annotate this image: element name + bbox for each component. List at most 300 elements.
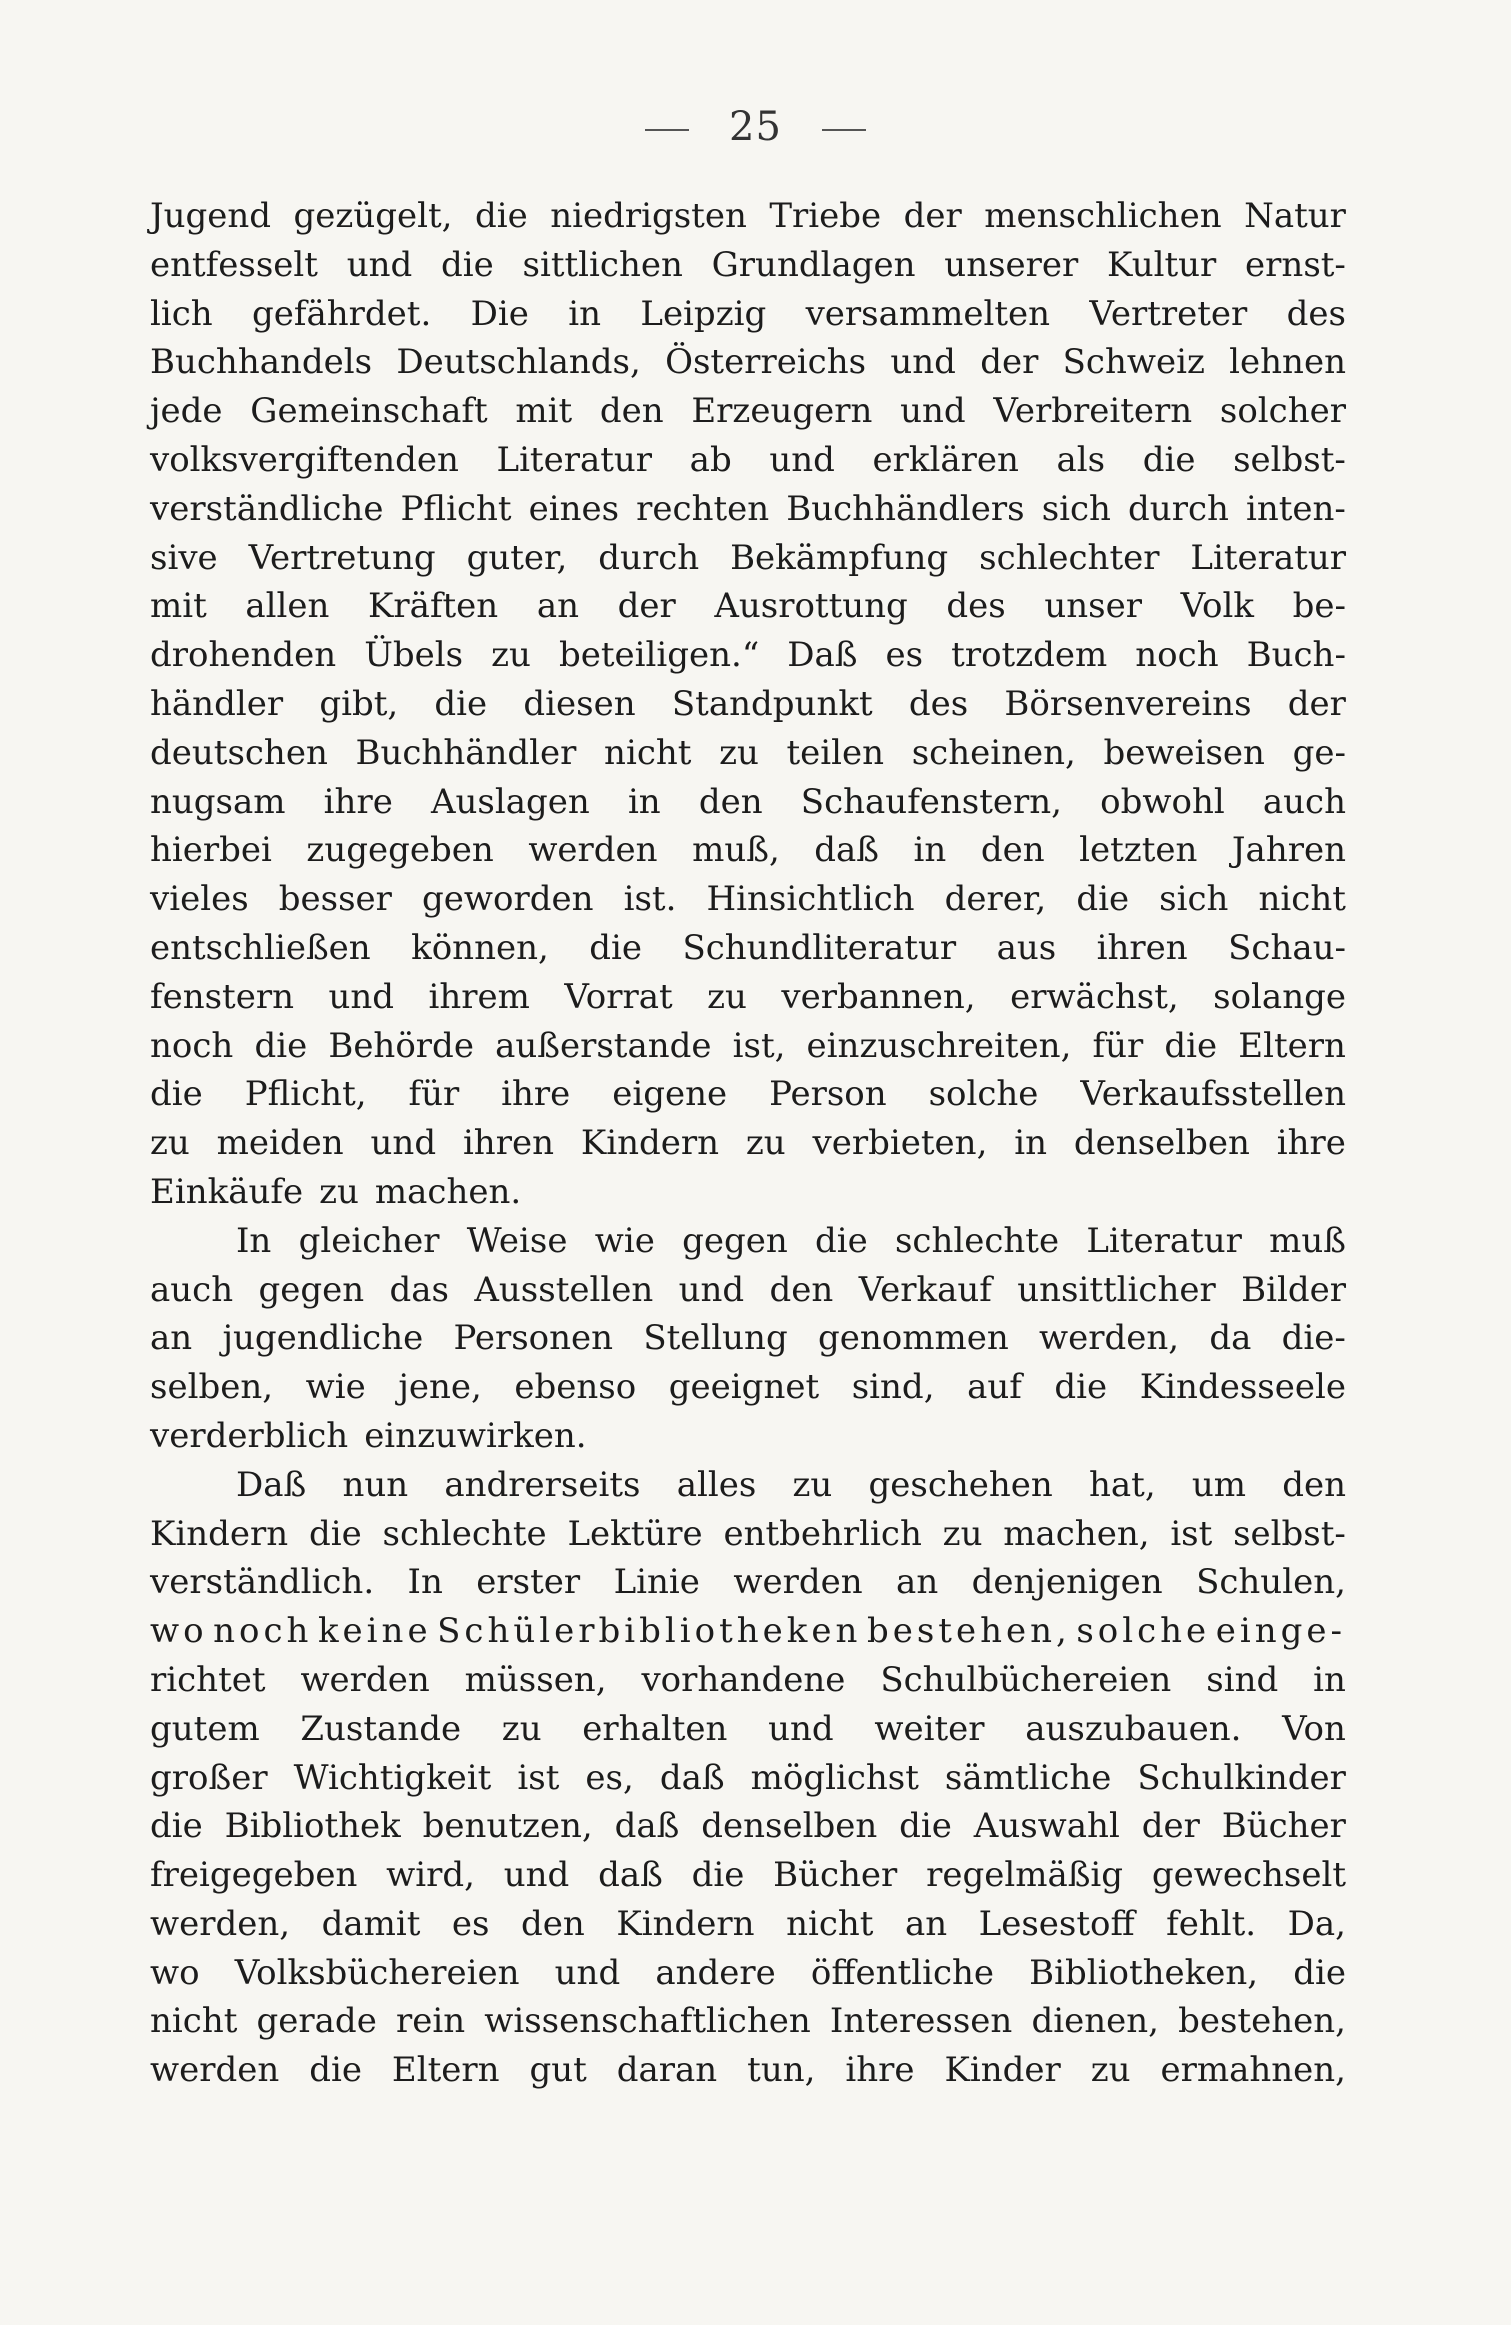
- word: unsittlicher: [1017, 1269, 1216, 1310]
- word: den: [521, 1903, 585, 1944]
- word: nicht: [786, 1903, 874, 1944]
- word: ist,: [732, 1025, 786, 1066]
- word: freigegeben: [150, 1855, 358, 1896]
- text-line: [150, 1266, 1346, 1315]
- word: zu: [319, 1171, 359, 1212]
- word: Kindern: [616, 1903, 755, 1944]
- word: zu: [745, 1123, 786, 1164]
- word: Eltern: [391, 2050, 500, 2091]
- text-line: [150, 680, 1346, 729]
- word: ihren: [462, 1123, 554, 1164]
- word: noch: [150, 1025, 234, 1066]
- word: gewechselt: [1151, 1855, 1346, 1896]
- word: machen.: [374, 1171, 522, 1212]
- word: Hinsichtlich: [706, 879, 915, 920]
- word: Übels: [364, 635, 464, 676]
- word: händler: [150, 683, 284, 724]
- word: muß: [1269, 1220, 1346, 1261]
- word: werden: [300, 1659, 430, 1700]
- word: Ausrottung: [714, 586, 908, 627]
- word: mit: [515, 391, 573, 432]
- word: sittlichen: [522, 244, 683, 285]
- word: Schaufenstern,: [800, 781, 1062, 822]
- word: Deutschlands,: [396, 342, 641, 383]
- word: auch: [150, 1269, 234, 1310]
- word: die: [1142, 439, 1196, 480]
- word: verderblich: [150, 1415, 349, 1456]
- word: lehnen: [1229, 342, 1346, 383]
- word: eines: [528, 488, 620, 529]
- word: gezügelt,: [293, 196, 453, 236]
- word: wo: [150, 1952, 200, 1993]
- word: daß: [598, 1855, 663, 1896]
- word: in: [627, 781, 661, 822]
- word: gerade: [256, 2001, 377, 2042]
- word: ihre: [1276, 1123, 1346, 1164]
- word: zu: [707, 976, 747, 1017]
- word: denselben: [1073, 1123, 1250, 1164]
- word: in: [1014, 1123, 1048, 1164]
- word: einzuschreiten,: [806, 1025, 1072, 1066]
- word: Ausstellen: [474, 1269, 654, 1310]
- word: beteiligen.“: [558, 635, 760, 676]
- word: zu: [1090, 2050, 1131, 2091]
- word: geworden: [422, 879, 594, 920]
- header-dash-left: [645, 129, 689, 131]
- word: verständliche: [150, 488, 384, 529]
- word: rechten: [636, 488, 770, 529]
- text-line: [150, 1558, 1346, 1607]
- word: schlechter: [979, 537, 1160, 578]
- word: entfesselt: [150, 244, 318, 285]
- word: Wichtigkeit: [293, 1757, 492, 1798]
- word: Lesestoff: [978, 1903, 1135, 1944]
- word: versammelten: [805, 293, 1051, 334]
- word: zu: [491, 635, 531, 676]
- word: zu: [150, 1123, 190, 1164]
- word: tun,: [747, 2050, 816, 2091]
- word: für: [1092, 1025, 1144, 1066]
- word: Auswahl: [973, 1806, 1120, 1847]
- text-line: [150, 1314, 1346, 1363]
- word: Schulbüchereien: [880, 1659, 1172, 1700]
- page-header: [0, 104, 1511, 150]
- word: als: [1056, 439, 1106, 480]
- word: den: [1282, 1464, 1346, 1505]
- word: ernst-: [1245, 244, 1346, 285]
- word: Standpunkt: [671, 683, 873, 724]
- word: ebenso: [514, 1367, 637, 1408]
- word: vieles: [150, 879, 249, 920]
- word: großer: [150, 1757, 268, 1798]
- word: einzuwirken.: [364, 1415, 587, 1456]
- word: den: [980, 830, 1045, 871]
- word: es: [451, 1903, 490, 1944]
- text-line: [150, 1217, 1346, 1266]
- word: Stellung: [643, 1318, 788, 1359]
- word: nugsam: [150, 781, 286, 822]
- word: und: [769, 439, 835, 480]
- page-number: 25: [729, 104, 782, 150]
- word: vorhandene: [641, 1659, 846, 1700]
- word: ihre: [323, 781, 393, 822]
- word: der: [980, 342, 1039, 383]
- word: sich: [1041, 488, 1111, 529]
- text-line: [150, 338, 1346, 387]
- text-line: [150, 387, 1346, 436]
- text-line: [150, 1997, 1346, 2046]
- word: gibt,: [319, 683, 399, 724]
- word: da: [1209, 1318, 1252, 1359]
- word: die: [150, 1074, 203, 1115]
- word: zu: [942, 1513, 983, 1554]
- word: die: [814, 1220, 868, 1261]
- text-line: [150, 1607, 1346, 1656]
- word: obwohl: [1100, 781, 1225, 822]
- word: Person: [769, 1074, 887, 1115]
- word: die: [150, 1806, 203, 1847]
- word: in: [1313, 1659, 1346, 1700]
- word: ihrem: [428, 976, 530, 1017]
- word: In: [407, 1562, 443, 1603]
- word: um: [1191, 1464, 1246, 1505]
- word: die: [254, 1025, 308, 1066]
- word: die: [434, 683, 488, 724]
- text-line: [150, 1070, 1346, 1119]
- word: Weise: [466, 1220, 568, 1261]
- word: gegen: [258, 1269, 365, 1310]
- word: Literatur: [1086, 1220, 1242, 1261]
- word: dienen,: [1031, 2001, 1159, 2042]
- word: Daß: [787, 635, 858, 676]
- word: sämtliche: [944, 1757, 1112, 1798]
- word: wie: [594, 1220, 655, 1261]
- word: sich: [1159, 879, 1229, 920]
- word: teilen: [786, 732, 885, 773]
- word: den: [599, 391, 664, 432]
- word: Vertretung: [248, 537, 436, 578]
- word: Leipzig: [640, 293, 767, 334]
- word: solche: [1076, 1611, 1211, 1652]
- word: trotzdem: [951, 635, 1108, 676]
- word: gut: [529, 2050, 587, 2091]
- word: Kinder: [944, 2050, 1061, 2091]
- word: verbieten,: [812, 1123, 988, 1164]
- word: die: [1076, 879, 1130, 920]
- word: erwächst,: [1010, 976, 1179, 1017]
- word: weiter: [874, 1708, 985, 1749]
- word: Schülerbibliotheken: [437, 1611, 862, 1652]
- text-line: [150, 973, 1346, 1022]
- word: ist: [1170, 1513, 1213, 1554]
- text-line: [150, 1022, 1346, 1071]
- word: wissenschaftlichen: [484, 2001, 811, 2042]
- word: außerstande: [495, 1025, 712, 1066]
- word: an: [150, 1318, 193, 1359]
- word: Pflicht,: [244, 1074, 367, 1115]
- word: auf: [967, 1367, 1022, 1408]
- word: Bücher: [773, 1855, 898, 1896]
- word: solange: [1213, 976, 1346, 1017]
- word: ist: [517, 1757, 560, 1798]
- word: drohenden: [150, 635, 337, 676]
- word: damit: [321, 1903, 421, 1944]
- text-line: [150, 1119, 1346, 1168]
- text-line: [150, 1412, 1346, 1461]
- word: die: [309, 1513, 362, 1554]
- word: ge-: [1292, 732, 1346, 773]
- word: allen: [245, 586, 330, 627]
- word: öffentliche: [810, 1952, 995, 1993]
- text-line: [150, 1705, 1346, 1754]
- word: die: [474, 196, 528, 236]
- word: Kräften: [368, 586, 499, 627]
- word: ab: [689, 439, 732, 480]
- word: Zustande: [300, 1708, 462, 1749]
- word: be-: [1292, 586, 1346, 627]
- word: Triebe: [769, 196, 882, 236]
- word: und: [503, 1855, 570, 1896]
- word: solche: [928, 1074, 1039, 1115]
- word: fehlt.: [1166, 1903, 1257, 1944]
- word: letzten: [1079, 830, 1198, 871]
- text-line: [150, 631, 1346, 680]
- word: selbst-: [1233, 439, 1346, 480]
- word: nun: [342, 1464, 409, 1505]
- word: Kindern: [150, 1513, 289, 1554]
- word: für: [408, 1074, 460, 1115]
- word: möglichst: [750, 1757, 919, 1798]
- word: Vertreter: [1089, 293, 1248, 334]
- word: menschlichen: [984, 196, 1222, 236]
- word: und: [890, 342, 956, 383]
- word: hierbei: [150, 830, 272, 871]
- word: des: [946, 586, 1006, 627]
- word: die: [691, 1855, 745, 1896]
- text-line: [150, 534, 1346, 583]
- word: auch: [1262, 781, 1346, 822]
- word: gleicher: [298, 1220, 440, 1261]
- word: lich: [150, 293, 213, 334]
- text-line: [150, 1949, 1346, 1998]
- word: Volksbüchereien: [234, 1952, 520, 1993]
- word: die: [589, 927, 643, 968]
- word: niedrigsten: [550, 196, 747, 236]
- word: Börsenvereins: [1004, 683, 1252, 724]
- word: Kindern: [580, 1123, 720, 1164]
- word: beweisen: [1103, 732, 1265, 773]
- text-line: [150, 826, 1346, 875]
- word: ihre: [845, 2050, 915, 2091]
- text-line: [150, 1802, 1346, 1851]
- word: werden: [528, 830, 658, 871]
- word: daran: [616, 2050, 718, 2091]
- word: Schundliteratur: [682, 927, 957, 968]
- word: Vorrat: [564, 976, 673, 1017]
- word: an: [904, 1903, 948, 1944]
- word: Literatur: [1190, 537, 1346, 578]
- text-line: [150, 1510, 1346, 1559]
- word: gegen: [682, 1220, 788, 1261]
- word: wie: [305, 1367, 366, 1408]
- word: scheinen,: [911, 732, 1076, 773]
- word: zu: [501, 1708, 542, 1749]
- text-line: [150, 1656, 1346, 1705]
- word: auszubauen.: [1025, 1708, 1242, 1749]
- word: zugegeben: [306, 830, 494, 871]
- word: werden: [150, 2050, 280, 2091]
- word: denselben: [701, 1806, 878, 1847]
- word: ihren: [1096, 927, 1188, 968]
- word: noch: [1135, 635, 1219, 676]
- word: bestehen,: [1178, 2001, 1346, 2042]
- word: Bekämpfung: [730, 537, 949, 578]
- word: Verkauf: [858, 1269, 992, 1310]
- word: die: [899, 1806, 952, 1847]
- word: besser: [278, 879, 392, 920]
- word: Bibliothek: [224, 1806, 401, 1847]
- word: benutzen,: [422, 1806, 593, 1847]
- word: und: [370, 1123, 437, 1164]
- text-line: [150, 1363, 1346, 1412]
- word: deutschen: [150, 732, 328, 773]
- word: nicht: [150, 2001, 238, 2042]
- text-line: [150, 582, 1346, 631]
- text-line: [150, 1168, 1346, 1217]
- word: müssen,: [464, 1659, 607, 1700]
- word: Interessen: [829, 2001, 1013, 2042]
- word: sind: [1206, 1659, 1279, 1700]
- word: denjenigen: [971, 1562, 1163, 1603]
- word: Lektüre: [567, 1513, 703, 1554]
- word: andere: [655, 1952, 776, 1993]
- word: Von: [1282, 1708, 1346, 1749]
- text-line: [150, 2046, 1346, 2095]
- word: werden,: [1039, 1318, 1180, 1359]
- word: daß: [614, 1806, 680, 1847]
- word: erster: [476, 1562, 581, 1603]
- word: sind,: [851, 1367, 935, 1408]
- word: richtet: [150, 1659, 266, 1700]
- word: der: [1287, 683, 1346, 724]
- word: das: [389, 1269, 449, 1310]
- word: an: [896, 1562, 939, 1603]
- word: Linie: [613, 1562, 700, 1603]
- word: des: [908, 683, 969, 724]
- text-line: [150, 729, 1346, 778]
- word: Buch-: [1246, 635, 1346, 676]
- word: wo: [150, 1611, 208, 1652]
- word: Verbreitern: [993, 391, 1193, 432]
- word: die-: [1281, 1318, 1346, 1359]
- word: guter,: [466, 537, 568, 578]
- word: verbannen,: [781, 976, 976, 1017]
- word: schlechte: [382, 1513, 547, 1554]
- word: In: [236, 1220, 272, 1261]
- header-dash-right: [822, 129, 866, 131]
- text-line: [150, 485, 1346, 534]
- word: Buchhandels: [150, 342, 373, 383]
- text-line: [150, 924, 1346, 973]
- word: Grundlagen: [711, 244, 916, 285]
- word: in: [568, 293, 602, 334]
- word: des: [1286, 293, 1346, 334]
- word: rein: [395, 2001, 466, 2042]
- text-line: [150, 875, 1346, 924]
- word: nicht: [604, 732, 692, 773]
- word: sive: [150, 537, 218, 578]
- word: Schulen,: [1196, 1562, 1346, 1603]
- word: Jahren: [1231, 830, 1346, 871]
- text-line: [150, 1900, 1346, 1949]
- word: eigene: [612, 1074, 728, 1115]
- word: Natur: [1244, 196, 1346, 236]
- word: entschließen: [150, 927, 371, 968]
- text-line: [150, 1851, 1346, 1900]
- text-line: [150, 1754, 1346, 1803]
- word: die: [309, 2050, 362, 2091]
- word: wird,: [386, 1855, 475, 1896]
- word: volksvergiftenden: [150, 439, 459, 480]
- word: jede: [150, 391, 223, 432]
- word: jene,: [398, 1367, 482, 1408]
- word: regelmäßig: [926, 1855, 1124, 1896]
- word: gutem: [150, 1708, 260, 1749]
- word: meiden: [216, 1123, 344, 1164]
- word: selbst-: [1233, 1513, 1346, 1554]
- word: genommen: [817, 1318, 1009, 1359]
- word: in: [913, 830, 947, 871]
- word: machen,: [1003, 1513, 1150, 1554]
- word: Erzeugern: [691, 391, 873, 432]
- word: mit: [150, 586, 207, 627]
- word: keine: [317, 1611, 432, 1652]
- word: alles: [676, 1464, 757, 1505]
- word: Da,: [1287, 1903, 1346, 1944]
- word: Literatur: [496, 439, 653, 480]
- word: Bilder: [1241, 1269, 1346, 1310]
- text-line: [150, 241, 1346, 290]
- word: bestehen,: [866, 1611, 1071, 1652]
- word: schlechte: [894, 1220, 1060, 1261]
- word: einge-: [1215, 1611, 1346, 1652]
- word: werden: [733, 1562, 863, 1603]
- word: noch: [213, 1611, 313, 1652]
- word: Schulkinder: [1137, 1757, 1346, 1798]
- word: Daß: [236, 1464, 307, 1505]
- page-body-text: [150, 192, 1346, 2095]
- word: und: [554, 1952, 621, 1993]
- word: derer,: [944, 879, 1047, 920]
- word: Pflicht: [400, 488, 512, 529]
- word: Auslagen: [430, 781, 590, 822]
- word: Personen: [453, 1318, 614, 1359]
- word: Jugend: [150, 196, 272, 236]
- word: Eltern: [1238, 1025, 1346, 1066]
- word: Kultur: [1107, 244, 1217, 285]
- text-line: [150, 436, 1346, 485]
- word: solcher: [1219, 391, 1346, 432]
- word: selben,: [150, 1367, 274, 1408]
- word: Buchhändler: [355, 732, 577, 773]
- word: daß: [659, 1757, 725, 1798]
- word: hat,: [1089, 1464, 1156, 1505]
- word: muß,: [692, 830, 780, 871]
- word: die: [1164, 1025, 1218, 1066]
- word: Einkäufe: [150, 1171, 304, 1212]
- word: Die: [470, 293, 529, 334]
- word: jugendliche: [222, 1318, 424, 1359]
